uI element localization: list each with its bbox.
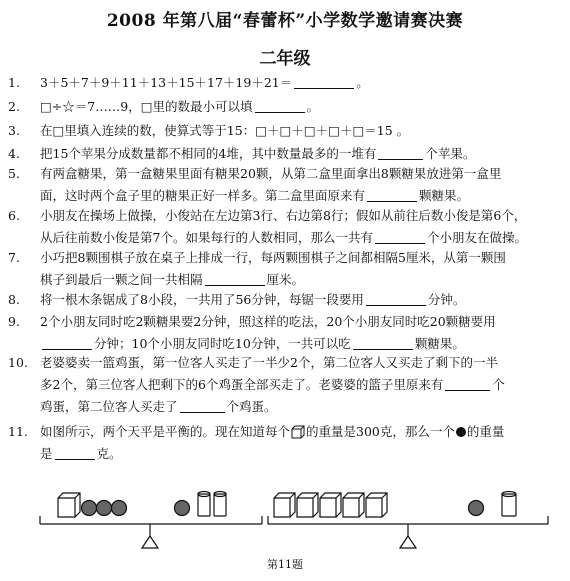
cylinder-icon xyxy=(214,492,226,517)
question-number: 5. xyxy=(8,166,20,181)
question-text: 2个小朋友同时吃2颗糖果要2分钟，照这样的吃法，20个小朋友同时吃20颗糖要用 xyxy=(40,314,496,329)
figure-caption: 第11题 xyxy=(267,558,303,571)
answer-blank[interactable] xyxy=(375,229,425,244)
question-number: 11. xyxy=(8,424,28,439)
ball-icon xyxy=(469,501,484,516)
ball-icon xyxy=(97,501,112,516)
answer-blank[interactable] xyxy=(180,398,225,413)
question-number: 8. xyxy=(8,292,20,307)
cylinder-icon xyxy=(198,492,210,517)
cube-icon xyxy=(291,425,305,439)
answer-blank[interactable] xyxy=(367,187,417,202)
question-text: 3＋5＋7＋9＋11＋13＋15＋17＋19＋21＝ xyxy=(40,75,293,90)
question-number: 6. xyxy=(8,208,20,223)
cube-icon xyxy=(274,493,295,517)
ball-icon xyxy=(175,501,190,516)
question-text: 老婆婆卖一篮鸡蛋，第一位客人买走了一半少2个，第二位客人又买走了剩下的一半 xyxy=(40,355,498,370)
answer-blank[interactable] xyxy=(255,98,305,113)
cube-icon xyxy=(366,493,387,517)
contest-title: 2008 年第八届“春蕾杯”小学数学邀请赛决赛 xyxy=(106,11,464,31)
ball-icon xyxy=(112,501,127,516)
question-number: 4. xyxy=(8,146,20,161)
question-text: 小朋友在操场上做操，小俊站在左边第3行、右边第8行；假如从前往后数小俊是第6个， xyxy=(40,208,527,223)
cylinder-icon xyxy=(502,492,516,517)
cube-icon xyxy=(320,493,341,517)
question-text: 将一根木条锯成了8小段，一共用了56分钟，每锯一段要用 xyxy=(40,292,364,307)
grade-heading: 二年级 xyxy=(259,49,311,69)
question-text: □÷☆＝7……9，□里的数最小可以填 xyxy=(40,99,253,114)
answer-blank[interactable] xyxy=(205,271,265,286)
balance-figure xyxy=(0,486,570,551)
question-text: 小巧把8颗围棋子放在桌子上排成一行，每两颗围棋子之间都相隔5厘米，从第一颗围 xyxy=(40,250,506,265)
cube-icon xyxy=(297,493,318,517)
question-number: 7. xyxy=(8,250,20,265)
cube-icon xyxy=(343,493,364,517)
ball-icon xyxy=(456,427,466,437)
cube-icon xyxy=(58,493,80,517)
question-text: 在□里填入连续的数，使算式等于15：□＋□＋□＋□＋□＝15 。 xyxy=(40,123,410,138)
answer-blank[interactable] xyxy=(42,335,92,350)
question-text: 把15个苹果分成数量都不相同的4堆，其中数量最多的一堆有 xyxy=(40,146,377,161)
question-number: 1. xyxy=(8,75,20,90)
answer-blank[interactable] xyxy=(294,74,354,89)
answer-blank[interactable] xyxy=(353,335,413,350)
answer-blank[interactable] xyxy=(366,291,426,306)
question-text: 有两盒糖果，第一盒糖果里面有糖果20颗，从第二盒里面拿出8颗糖果放进第一盒里 xyxy=(40,166,502,181)
question-number: 9. xyxy=(8,314,20,329)
question-number: 10. xyxy=(8,355,28,370)
answer-blank[interactable] xyxy=(445,376,490,391)
balance-scale-left xyxy=(40,492,262,549)
question-text: 如图所示，两个天平是平衡的。现在知道每个 xyxy=(40,424,291,439)
balance-scale-right xyxy=(268,492,548,549)
ball-icon xyxy=(82,501,97,516)
question-number: 2. xyxy=(8,99,20,114)
question-number: 3. xyxy=(8,123,20,138)
answer-blank[interactable] xyxy=(378,145,423,160)
answer-blank[interactable] xyxy=(55,445,95,460)
